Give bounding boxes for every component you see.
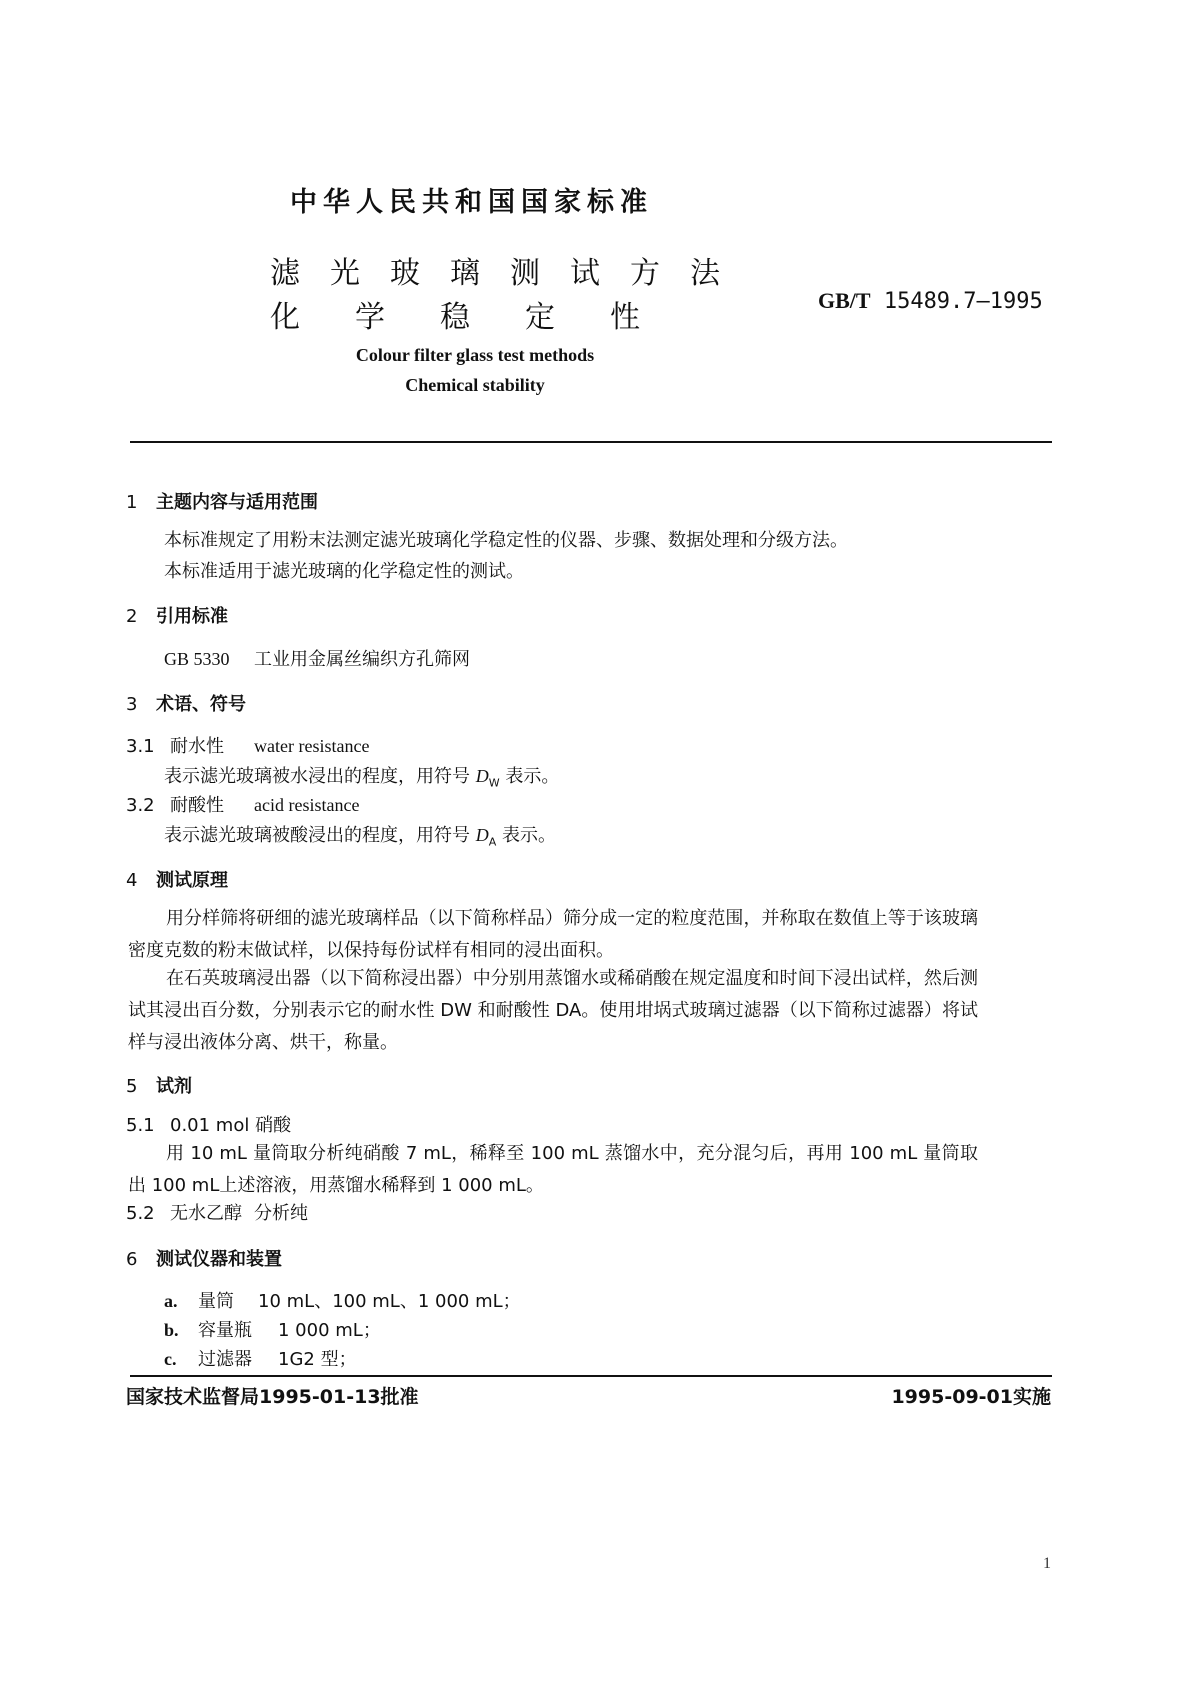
reagent-name: 0.01 mol 硝酸 xyxy=(170,1115,292,1136)
title-cn-line1: 滤光玻璃测试方法 xyxy=(270,256,750,291)
reference-code: GB 5330 xyxy=(164,649,230,669)
section-1-para-2: 本标准适用于滤光玻璃的化学稳定性的测试。 xyxy=(164,561,524,582)
approval-note: 国家技术监督局1995-01-13批准 xyxy=(126,1386,419,1408)
section-title: 测试原理 xyxy=(156,870,228,891)
section-number: 4 xyxy=(126,870,138,891)
section-title: 试剂 xyxy=(156,1076,192,1097)
title-en-line1: Colour filter glass test methods xyxy=(355,345,595,365)
section-4-para-1: 用分样筛将研细的滤光玻璃样品（以下简称样品）筛分成一定的粒度范围，并称取在数值上等于该玻璃密度克数的粉末做试样，以保持每份试样有相同的浸出面积。 xyxy=(128,908,978,961)
term-en: acid resistance xyxy=(254,795,360,815)
term-number: 3.2 xyxy=(126,795,155,816)
symbol: D xyxy=(475,766,489,786)
section-number: 3 xyxy=(126,694,138,715)
item-letter: a. xyxy=(164,1291,178,1311)
section-4-heading xyxy=(126,866,228,892)
symbol-subscript: A xyxy=(488,835,497,849)
section-2-heading xyxy=(126,602,228,628)
term-3-1 xyxy=(126,730,369,763)
section-title: 引用标准 xyxy=(156,606,228,627)
effective-date: 1995-09-01实施 xyxy=(891,1386,1051,1408)
term-en: water resistance xyxy=(254,736,370,756)
term-3-2 xyxy=(126,789,359,822)
term-number: 3.1 xyxy=(126,736,155,757)
reagent-name: 无水乙醇 xyxy=(170,1203,242,1224)
item-spec: 1 000 mL； xyxy=(278,1320,381,1341)
section-number: 6 xyxy=(126,1249,138,1270)
section-title: 主题内容与适用范围 xyxy=(156,492,318,513)
definition-text-end: 表示。 xyxy=(499,766,560,787)
section-5-heading xyxy=(126,1072,192,1098)
item-name: 量筒 xyxy=(198,1291,234,1312)
title-en-line2: Chemical stability xyxy=(405,375,545,395)
page-number: 1 xyxy=(1043,1555,1051,1572)
standard-prefix: GB/T xyxy=(818,288,871,313)
definition-text-end: 表示。 xyxy=(496,825,556,846)
reagent-number: 5.2 xyxy=(126,1203,155,1224)
standard-number xyxy=(818,288,1043,314)
section-1-heading xyxy=(126,488,318,514)
symbol-subscript: W xyxy=(488,776,500,790)
definition-text: 表示滤光玻璃被水浸出的程度，用符号 xyxy=(164,766,476,787)
item-letter: b. xyxy=(164,1320,179,1340)
item-spec: 10 mL、100 mL、1 000 mL； xyxy=(258,1291,521,1312)
section-6-heading xyxy=(126,1245,282,1271)
reagent-5-2 xyxy=(126,1198,308,1230)
item-spec: 1G2 型； xyxy=(278,1349,357,1370)
section-title: 测试仪器和装置 xyxy=(156,1249,282,1270)
national-standard-heading: 中华人民共和国国家标准 xyxy=(290,187,653,218)
section-number: 1 xyxy=(126,492,138,513)
definition-text: 表示滤光玻璃被酸浸出的程度，用符号 xyxy=(164,825,476,846)
item-letter: c. xyxy=(164,1349,177,1369)
reference-standard xyxy=(164,643,470,676)
section-3-heading xyxy=(126,690,246,716)
section-number: 5 xyxy=(126,1076,138,1097)
reagent-5-1-procedure: 用 10 mL 量筒取分析纯硝酸 7 mL，稀释至 100 mL 蒸馏水中，充分混匀后，再用 100 mL 量筒取出 100 mL上述溶液，用蒸馏水稀释到 1 000 mL。 xyxy=(128,1143,978,1196)
reagent-grade: 分析纯 xyxy=(254,1203,308,1224)
apparatus-item xyxy=(164,1343,357,1376)
title-cn-line2: 化学稳定性 xyxy=(270,300,695,335)
header-divider xyxy=(130,441,1052,443)
reagent-number: 5.1 xyxy=(126,1115,155,1136)
footer-divider xyxy=(130,1375,1052,1377)
section-4-para-2: 在石英玻璃浸出器（以下简称浸出器）中分别用蒸馏水或稀硝酸在规定温度和时间下浸出试样，然后测试其浸出百分数，分别表示它的耐水性 DW 和耐酸性 DA。使用坩埚式玻璃过滤器（以下简称过滤器）将试样与浸出液体分离、烘干，称量。 xyxy=(128,968,978,1053)
symbol: D xyxy=(475,825,489,845)
item-name: 容量瓶 xyxy=(198,1320,252,1341)
section-number: 2 xyxy=(126,606,138,627)
section-title: 术语、符号 xyxy=(156,694,246,715)
section-1-para-1: 本标准规定了用粉末法测定滤光玻璃化学稳定性的仪器、步骤、数据处理和分级方法。 xyxy=(164,530,848,551)
item-name: 过滤器 xyxy=(198,1349,252,1370)
standard-code: 15489.7—1995 xyxy=(883,289,1043,314)
term-cn: 耐酸性 xyxy=(170,795,224,816)
reference-title: 工业用金属丝编织方孔筛网 xyxy=(254,649,470,670)
term-3-2-definition xyxy=(164,819,556,859)
term-cn: 耐水性 xyxy=(170,736,224,757)
